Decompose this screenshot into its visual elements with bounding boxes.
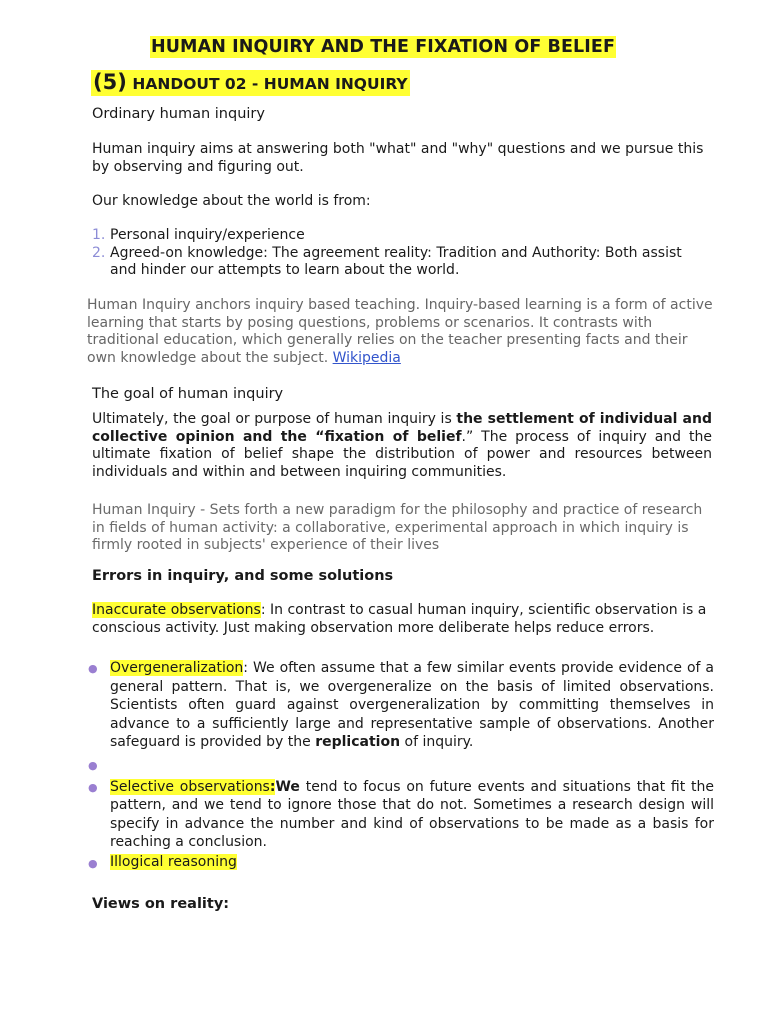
list-item bbox=[92, 245, 712, 280]
handout-number: (5) bbox=[93, 70, 127, 94]
illogical-reasoning-label: Illogical reasoning bbox=[110, 853, 237, 870]
goal-rest-text: .” The process of inquiry and the ultimate fixation of belief shape the distribution of power and resources between individuals and within and between inquiring communities. bbox=[92, 428, 712, 480]
handout-subtitle bbox=[91, 70, 410, 96]
inaccurate-observations-text: : In contrast to casual human inquiry, scientific observation is a conscious activity. Just making observation more deliberate helps reduce errors. bbox=[92, 602, 707, 636]
bullet-icon: ● bbox=[88, 780, 98, 794]
paragraph-knowledge-source: Our knowledge about the world is from: bbox=[92, 193, 371, 209]
paragraph-goal bbox=[92, 411, 712, 481]
replication-bold: replication bbox=[315, 734, 401, 750]
section-heading-goal: The goal of human inquiry bbox=[92, 386, 284, 402]
overgeneralization-label: Overgeneralization bbox=[110, 660, 244, 676]
paragraph-inquiry-aims: Human inquiry aims at answering both "what" and "why" questions and we pursue this by observing and figuring out. bbox=[92, 141, 704, 175]
list-number: 1. bbox=[92, 227, 106, 243]
paragraph-inaccurate-observations bbox=[92, 602, 712, 637]
list-item bbox=[92, 227, 712, 245]
bullet-item-illogical-reasoning bbox=[88, 854, 714, 873]
bullet-icon: ● bbox=[88, 856, 98, 870]
bullet-text bbox=[110, 854, 714, 872]
list-number: 2. bbox=[92, 244, 106, 261]
bullet-item-empty bbox=[88, 756, 714, 778]
section-heading-views-on-reality: Views on reality: bbox=[92, 896, 230, 912]
goal-bold-text: the settlement of individual and collective opinion and the “fixation of belief bbox=[92, 411, 712, 445]
bullet-icon: ● bbox=[88, 758, 98, 772]
inaccurate-observations-label: Inaccurate observations bbox=[92, 602, 261, 618]
quote-inquiry-teaching bbox=[87, 297, 713, 367]
list-item-text: Agreed-on knowledge: The agreement reality: Tradition and Authority: Both assist and hinder our attempts to learn about the world. bbox=[110, 244, 682, 278]
wikipedia-link[interactable]: Wikipedia bbox=[332, 349, 401, 366]
selective-lead-bold: We bbox=[275, 778, 300, 795]
bullet-item-overgeneralization bbox=[88, 659, 714, 752]
bullet-text: Overgeneralization: We often assume that a few similar events provide evidence of a general pattern. That is, we overgeneralize on the basis of limited observations. Scientists often guard against overgeneralization by committing themselves in advance to a sufficiently large and representative sample of observations. Another safeguard is provided by the replication of inquiry. bbox=[110, 660, 714, 750]
numbered-list bbox=[92, 227, 712, 280]
quote-human-inquiry-paradigm: Human Inquiry - Sets forth a new paradigm for the philosophy and practice of research in fields of human activity: a collaborative, experimental approach in which inquiry is firmly rooted in subjects' experience of their lives bbox=[92, 502, 703, 553]
handout-label: HANDOUT 02 - HUMAN INQUIRY bbox=[132, 75, 408, 93]
goal-lead-text: Ultimately, the goal or purpose of human inquiry is bbox=[92, 411, 457, 427]
bullet-list bbox=[88, 659, 714, 872]
list-item-text: Personal inquiry/experience bbox=[110, 227, 305, 243]
selective-observations-label: Selective observations: bbox=[110, 778, 276, 795]
section-heading-ordinary-inquiry: Ordinary human inquiry bbox=[92, 106, 265, 122]
bullet-item-selective-observations bbox=[88, 778, 714, 852]
bullet-text: Selective observations:We tend to focus on future events and situations that fit the pattern, and we tend to ignore those that do not. Sometimes a research design will specify in advance the number and kind of observations to be made as a basis for reaching a conclusion. bbox=[110, 778, 714, 850]
section-heading-errors: Errors in inquiry, and some solutions bbox=[92, 568, 394, 584]
document-title: HUMAN INQUIRY AND THE FIXATION OF BELIEF bbox=[151, 37, 616, 57]
quote-text: Human Inquiry anchors inquiry based teaching. Inquiry-based learning is a form of active learning that starts by posing questions, problems or scenarios. It contrasts with traditional education, which generally relies on the teacher presenting facts and their own knowledge about the subject. bbox=[87, 297, 713, 366]
bullet-icon: ● bbox=[88, 662, 98, 675]
